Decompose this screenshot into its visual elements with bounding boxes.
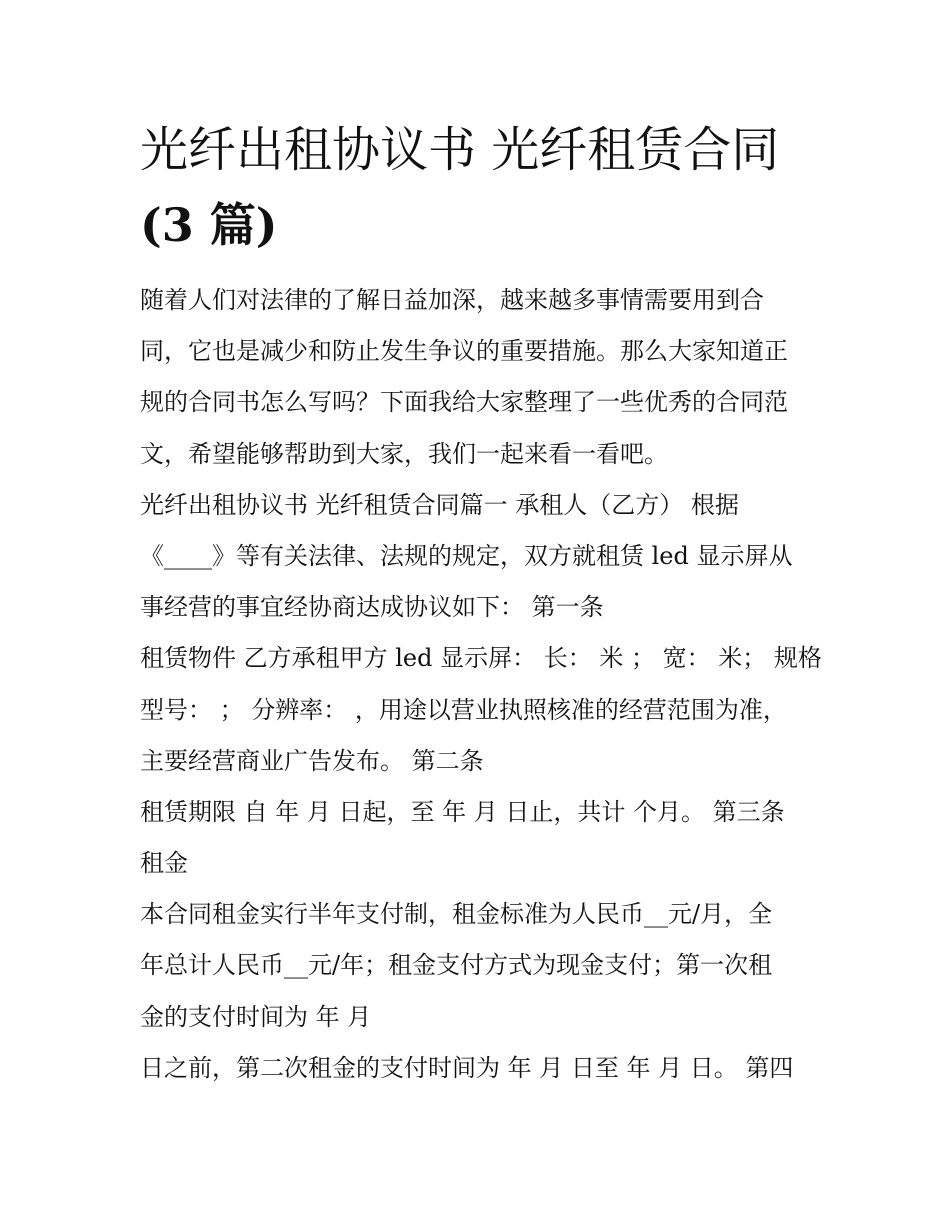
document-title xyxy=(140,112,820,262)
body-line: 主要经营商业广告发布。 第二条 xyxy=(140,746,484,775)
body-line: 租赁物件 乙方承租甲方 led 显示屏： 长： 米 ； 宽： 米； 规格 xyxy=(140,644,822,673)
document-body xyxy=(140,275,820,1094)
body-line: 同，它也是减少和防止发生争议的重要措施。那么大家知道正 xyxy=(140,337,788,366)
body-line: 租金 xyxy=(140,849,188,878)
body-line: 文，希望能够帮助到大家，我们一起来看一看吧。 xyxy=(140,439,668,468)
body-line: 《____》等有关法律、法规的规定，双方就租赁 led 显示屏从 xyxy=(140,541,793,570)
body-line: 型号： ； 分辨率： ，用途以营业执照核准的经营范围为准， xyxy=(140,695,787,724)
title-line: 光纤出租协议书 光纤租赁合同 xyxy=(140,122,780,178)
body-line: 日之前，第二次租金的支付时间为 年 月 日至 年 月 日。 第四 xyxy=(140,1053,794,1082)
body-line: 随着人们对法律的了解日益加深，越来越多事情需要用到合 xyxy=(140,286,764,314)
body-line: 本合同租金实行半年支付制，租金标准为人民币__元/月，全 xyxy=(140,900,773,929)
body-line: 规的合同书怎么写吗？下面我给大家整理了一些优秀的合同范 xyxy=(140,388,788,417)
body-line: 金的支付时间为 年 月 xyxy=(140,1002,372,1031)
body-line: 光纤出租协议书 光纤租赁合同篇一 承租人（乙方） 根据 xyxy=(140,490,739,519)
title-line: (3 篇) xyxy=(140,198,278,252)
body-line: 事经营的事宜经协商达成协议如下： 第一条 xyxy=(140,593,604,622)
body-line: 租赁期限 自 年 月 日起，至 年 月 日止，共计 个月。 第三条 xyxy=(140,797,785,826)
body-line: 年总计人民币__元/年；租金支付方式为现金支付；第一次租 xyxy=(140,951,773,980)
